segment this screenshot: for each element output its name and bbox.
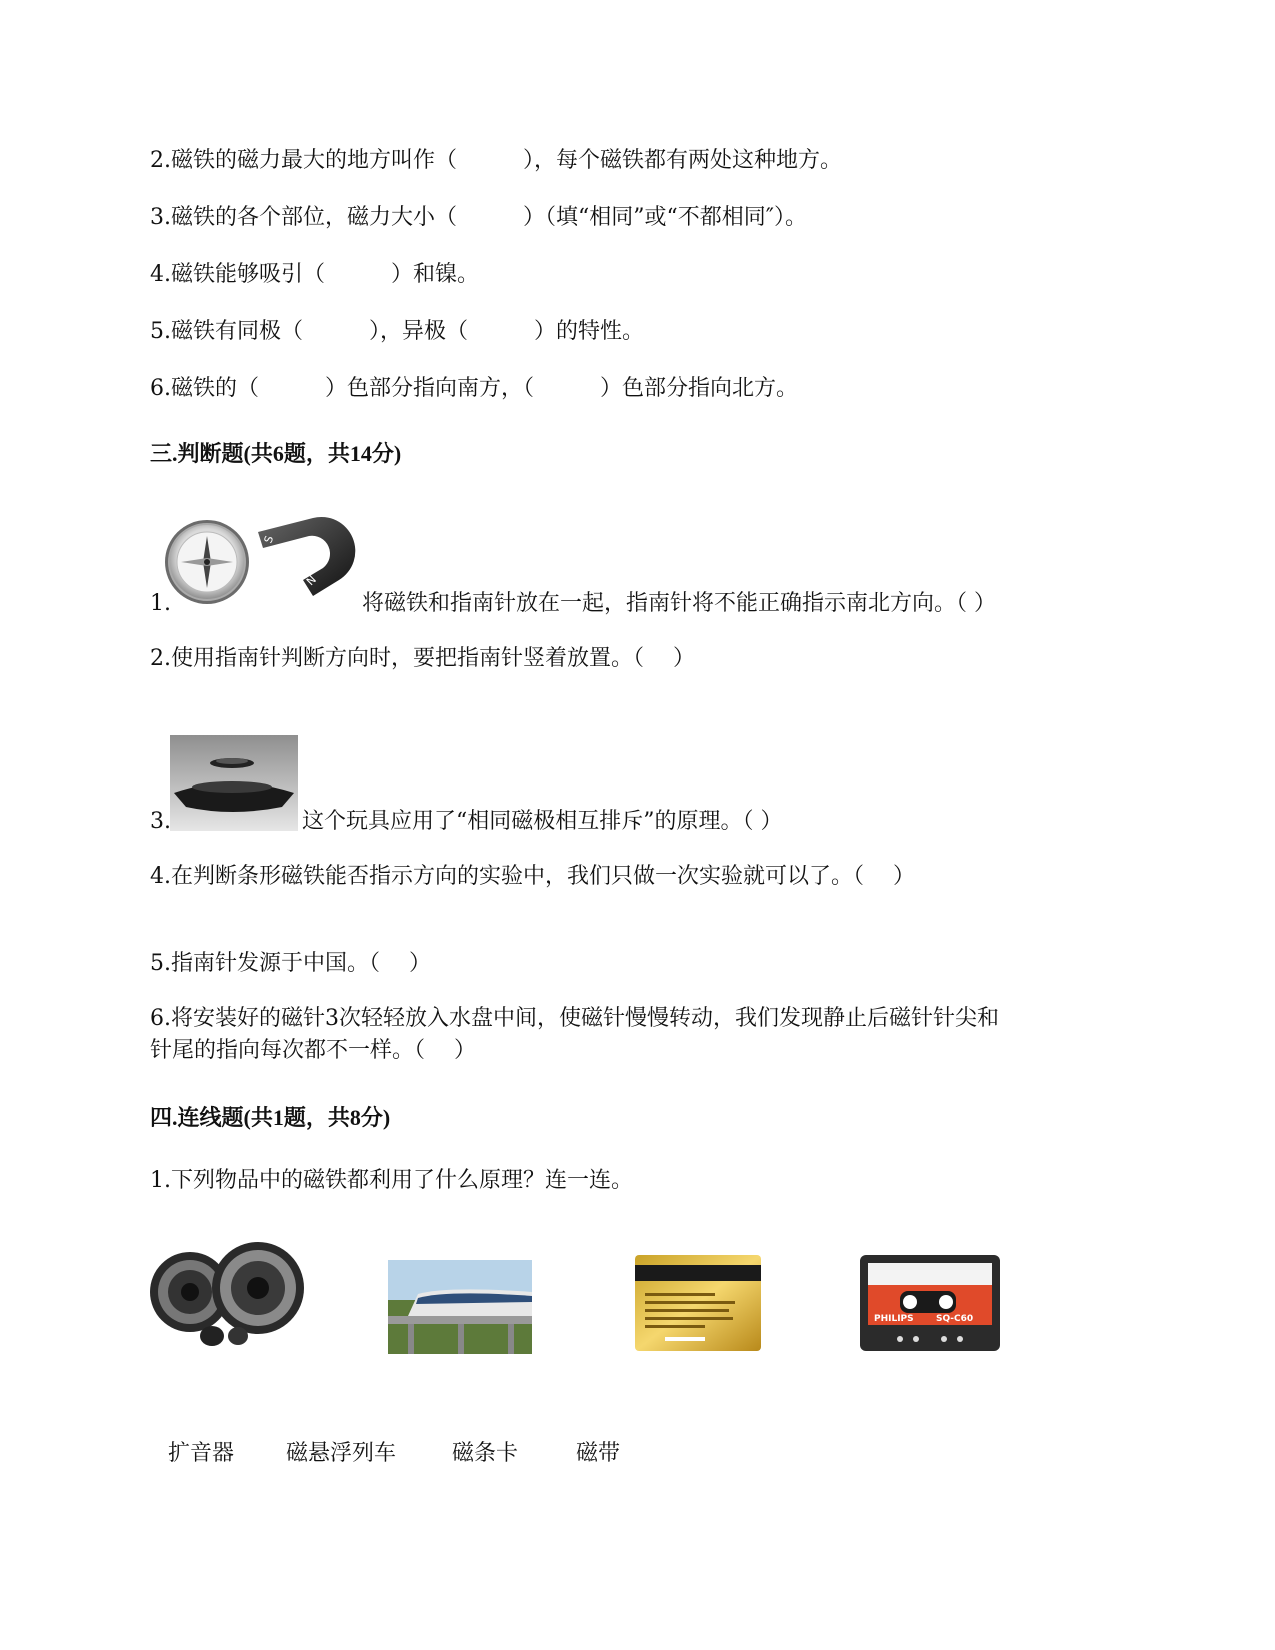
- magnetic-card-illustration: [635, 1255, 761, 1351]
- judge-question-4: 4.在判断条形磁铁能否指示方向的实验中，我们只做一次实验就可以了。（ ）: [150, 864, 915, 889]
- judge-question-6-line-2: 针尾的指向每次都不一样。（ ）: [150, 1038, 476, 1063]
- judge-question-5: 5.指南针发源于中国。（ ）: [150, 951, 431, 976]
- speaker-image: [148, 1240, 308, 1352]
- fill-question-2: 2.磁铁的磁力最大的地方叫作（ ），每个磁铁都有两处这种地方。: [150, 148, 842, 173]
- levitation-toy-image: [170, 735, 298, 831]
- magnet-s-label: S: [261, 534, 277, 546]
- judge-question-2: 2.使用指南针判断方向时，要把指南针竖着放置。（ ）: [150, 646, 695, 671]
- caption-maglev-train: 磁悬浮列车: [286, 1441, 397, 1466]
- judge-question-6-line-1: 6.将安装好的磁针3次轻轻放入水盘中间，使磁针慢慢转动，我们发现静止后磁针针尖和: [150, 1006, 999, 1031]
- judge-question-1-text: 将磁铁和指南针放在一起，指南针将不能正确指示南北方向。（ ）: [362, 591, 996, 616]
- judge-question-1-number: 1.: [150, 591, 171, 616]
- cassette-tape-illustration: [860, 1255, 1000, 1351]
- section-3-heading: 三.判断题(共6题，共14分): [150, 441, 402, 466]
- speaker-illustration: [148, 1240, 308, 1352]
- maglev-train-image: [388, 1260, 532, 1354]
- judge-question-3-number: 3.: [150, 809, 171, 834]
- levitation-toy-illustration: [170, 735, 298, 831]
- compass-magnet-image: [163, 500, 363, 612]
- section-4-heading: 四.连线题(共1题，共8分): [150, 1105, 391, 1130]
- maglev-train-illustration: [388, 1260, 532, 1354]
- cassette-tape-image: [860, 1255, 1000, 1351]
- matching-question-1: 1.下列物品中的磁铁都利用了什么原理？连一连。: [150, 1168, 633, 1193]
- compass-magnet-illustration: [163, 500, 363, 612]
- fill-question-3: 3.磁铁的各个部位，磁力大小（ ）（填“相同”或“不都相同″）。: [150, 205, 807, 230]
- caption-speaker: 扩音器: [168, 1441, 235, 1466]
- cassette-brand: PHILIPS: [874, 1314, 914, 1324]
- judge-question-3-text: 这个玩具应用了“相同磁极相互排斥”的原理。（ ）: [302, 809, 783, 834]
- caption-magnetic-card: 磁条卡: [452, 1441, 519, 1466]
- magnet-n-label: N: [303, 573, 319, 589]
- magnetic-card-image: [635, 1255, 761, 1351]
- fill-question-4: 4.磁铁能够吸引（ ）和镍。: [150, 262, 479, 287]
- cassette-model: SQ-C60: [936, 1314, 974, 1324]
- fill-question-5: 5.磁铁有同极（ ），异极（ ）的特性。: [150, 319, 644, 344]
- caption-cassette-tape: 磁带: [576, 1441, 621, 1466]
- fill-question-6: 6.磁铁的（ ）色部分指向南方，（ ）色部分指向北方。: [150, 376, 798, 401]
